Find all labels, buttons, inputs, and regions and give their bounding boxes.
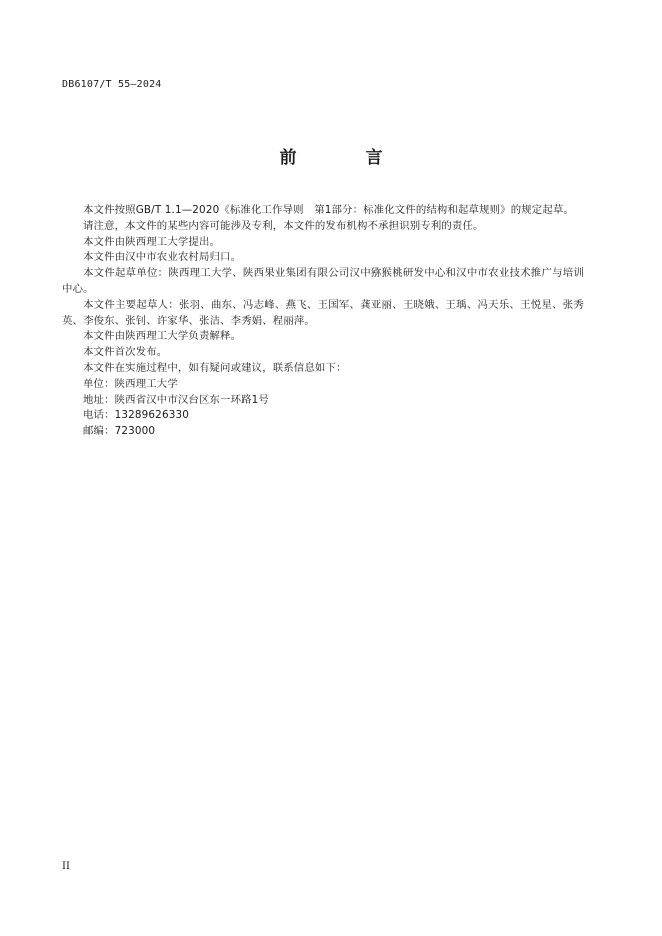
paragraph-drafting-units: 本文件起草单位：陕西理工大学、陕西果业集团有限公司汉中猕猴桃研发中心和汉中市农业技术推广与培训中心。 xyxy=(62,267,584,295)
foreword-body xyxy=(62,203,584,440)
paragraph-patent-notice: 请注意，本文件的某些内容可能涉及专利，本文件的发布机构不承担识别专利的责任。 xyxy=(83,219,484,232)
page-number: II xyxy=(62,861,70,872)
paragraph-first-release: 本文件首次发布。 xyxy=(83,346,168,359)
page-title: 前 言 xyxy=(279,148,409,168)
contact-phone: 电话：13289626330 xyxy=(83,409,189,422)
paragraph-interpretation: 本文件由陕西理工大学负责解释。 xyxy=(83,330,242,343)
standard-code: DB6107/T 55—2024 xyxy=(62,79,162,90)
paragraph-administrator: 本文件由汉中市农业农村局归口。 xyxy=(83,251,242,264)
paragraph-proposer: 本文件由陕西理工大学提出。 xyxy=(83,235,221,248)
paragraph-main-drafters: 本文件主要起草人：张羽、曲东、冯志峰、燕飞、王国军、龚亚丽、王晓娥、王瑀、冯天乐、王悦星、张秀英、李俊东、张钊、许家华、张洁、李秀娟、程丽萍。 xyxy=(62,298,584,327)
contact-address: 地址：陕西省汉中市汉台区东一环路1号 xyxy=(83,393,269,406)
contact-postcode: 邮编：723000 xyxy=(83,425,156,438)
contact-unit: 单位：陕西理工大学 xyxy=(83,377,178,390)
paragraph-contact-intro: 本文件在实施过程中，如有疑问或建议，联系信息如下： xyxy=(83,361,347,374)
paragraph-drafting-rules: 本文件按照GB/T 1.1—2020《标准化工作导则 第1部分：标准化文件的结构和起草规则》的规定起草。 xyxy=(83,204,574,216)
